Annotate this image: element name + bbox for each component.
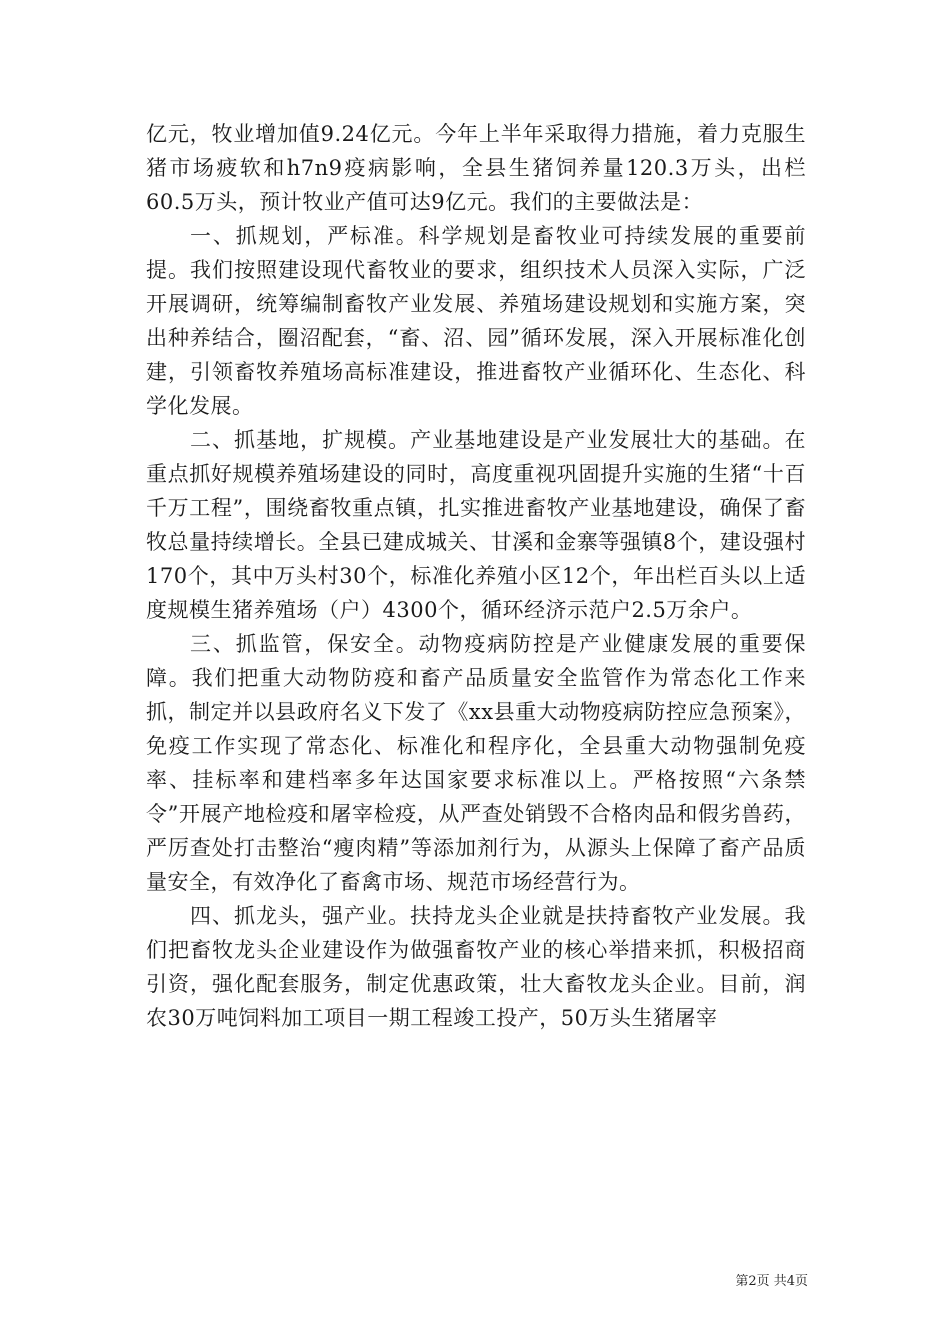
paragraph-leading-enterprise: 四、抓龙头，强产业。扶持龙头企业就是扶持畜牧产业发展。我们把畜牧龙头企业建设作为做强畜牧产业的核心举措来抓，积极招商引资，强化配套服务，制定优惠政策，壮大畜牧龙头企业。目前，润农30万吨饲料加工项目一期工程竣工投产，50万头生猪屠宰: [146, 904, 806, 1030]
paragraph-base: 二、抓基地，扩规模。产业基地建设是产业发展壮大的基础。在重点抓好规模养殖场建设的同时，高度重视巩固提升实施的生猪“十百千万工程”，围绕畜牧重点镇，扎实推进畜牧产业基地建设，确保了畜牧总量持续增长。全县已建成城关、甘溪和金寨等强镇8个，建设强村170个，其中万头村30个，标准化养殖小区12个，年出栏百头以上适度规模生猪养殖场（户）4300个，循环经济示范户2.5万余户。: [146, 428, 806, 622]
document-body: [146, 117, 806, 1035]
paragraph-planning: 一、抓规划，严标准。科学规划是畜牧业可持续发展的重要前提。我们按照建设现代畜牧业的要求，组织技术人员深入实际，广泛开展调研，统筹编制畜牧产业发展、养殖场建设规划和实施方案，突出种养结合，圈沼配套，“畜、沼、园”循环发展，深入开展标准化创建，引领畜牧养殖场高标准建设，推进畜牧产业循环化、生态化、科学化发展。: [146, 224, 806, 418]
paragraph-intro: 亿元，牧业增加值9.24亿元。今年上半年采取得力措施，着力克服生猪市场疲软和h7n9疫病影响，全县生猪饲养量120.3万头，出栏60.5万头，预计牧业产值可达9亿元。我们的主要做法是：: [146, 122, 806, 214]
paragraph-supervision: 三、抓监管，保安全。动物疫病防控是产业健康发展的重要保障。我们把重大动物防疫和畜产品质量安全监管作为常态化工作来抓，制定并以县政府名义下发了《xx县重大动物疫病防控应急预案》，免疫工作实现了常态化、标准化和程序化，全县重大动物强制免疫率、挂标率和建档率多年达国家要求标准以上。严格按照“六条禁令”开展产地检疫和屠宰检疫，从严查处销毁不合格肉品和假劣兽药，严厉查处打击整治“瘦肉精”等添加剂行为，从源头上保障了畜产品质量安全，有效净化了畜禽市场、规范市场经营行为。: [146, 632, 806, 894]
page-number: 第2页 共4页: [735, 1274, 808, 1289]
